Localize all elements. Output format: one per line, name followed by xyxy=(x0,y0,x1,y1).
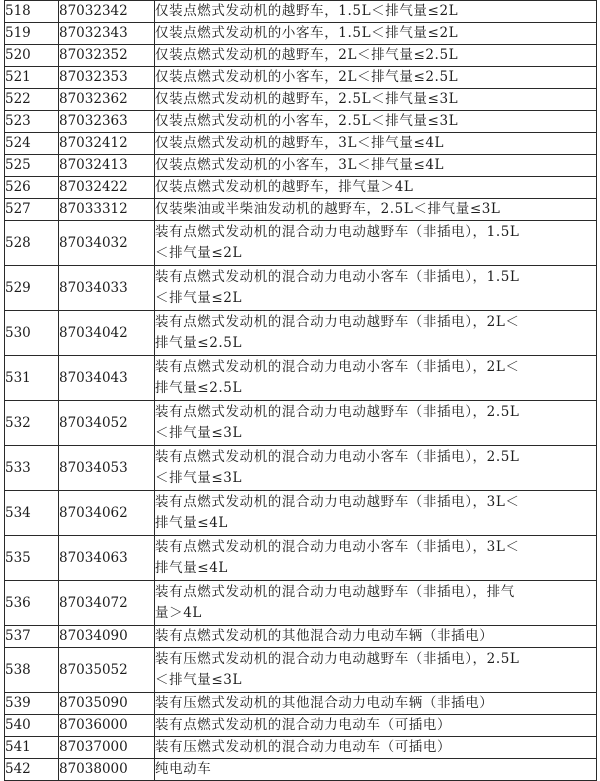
goods-description xyxy=(155,626,597,648)
row-number: 530 xyxy=(5,311,59,356)
description-line: 装有点燃式发动机的混合动力电动小客车（非插电），3L＜ xyxy=(155,539,520,555)
table-row xyxy=(5,311,597,356)
row-number: 539 xyxy=(5,693,59,715)
row-number: 536 xyxy=(5,581,59,626)
tariff-code: 87034032 xyxy=(59,221,155,266)
tariff-code: 87034090 xyxy=(59,626,155,648)
description-line: 装有压燃式发动机的混合动力电动越野车（非插电），2.5L xyxy=(155,651,520,667)
goods-description xyxy=(155,737,597,759)
row-number: 532 xyxy=(5,401,59,446)
row-number: 533 xyxy=(5,446,59,491)
row-number: 531 xyxy=(5,356,59,401)
goods-description xyxy=(155,266,597,311)
table-row xyxy=(5,111,597,133)
tariff-code: 87034033 xyxy=(59,266,155,311)
description-line: 装有点燃式发动机的混合动力电动越野车（非插电），2L＜ xyxy=(155,314,520,330)
table-row xyxy=(5,715,597,737)
goods-description xyxy=(155,199,597,221)
description-line: 装有点燃式发动机的混合动力电动小客车（非插电），1.5L xyxy=(155,269,520,285)
description-line: 仅装点燃式发动机的小客车，2.5L＜排气量≤3L xyxy=(155,113,459,129)
goods-description xyxy=(155,133,597,155)
description-line: 仅装点燃式发动机的越野车，3L＜排气量≤4L xyxy=(155,135,445,151)
table-row xyxy=(5,45,597,67)
description-line: 仅装点燃式发动机的小客车，2L＜排气量≤2.5L xyxy=(155,69,459,85)
goods-description xyxy=(155,356,597,401)
tariff-table-body xyxy=(5,1,597,781)
tariff-code: 87036000 xyxy=(59,715,155,737)
description-line: 量＞4L xyxy=(155,605,202,621)
description-line: 装有点燃式发动机的混合动力电动小客车（非插电），2.5L xyxy=(155,449,520,465)
goods-description xyxy=(155,311,597,356)
description-line: ＜排气量≤3L xyxy=(155,672,243,688)
description-line: 排气量≤4L xyxy=(155,515,228,531)
table-row xyxy=(5,693,597,715)
row-number: 540 xyxy=(5,715,59,737)
tariff-code: 87034042 xyxy=(59,311,155,356)
table-row xyxy=(5,356,597,401)
tariff-code: 87034072 xyxy=(59,581,155,626)
goods-description xyxy=(155,536,597,581)
row-number: 521 xyxy=(5,67,59,89)
tariff-code: 87032353 xyxy=(59,67,155,89)
table-row xyxy=(5,737,597,759)
description-line: 纯电动车 xyxy=(155,761,212,777)
description-line: 装有点燃式发动机的混合动力电动越野车（非插电），排气 xyxy=(155,584,515,600)
tariff-code: 87032363 xyxy=(59,111,155,133)
tariff-code: 87032352 xyxy=(59,45,155,67)
tariff-code: 87037000 xyxy=(59,737,155,759)
description-line: ＜排气量≤2L xyxy=(155,290,243,306)
goods-description xyxy=(155,759,597,781)
table-row xyxy=(5,23,597,45)
description-line: 仅装点燃式发动机的越野车，排气量＞4L xyxy=(155,179,414,195)
goods-description xyxy=(155,648,597,693)
row-number: 538 xyxy=(5,648,59,693)
row-number: 520 xyxy=(5,45,59,67)
table-row xyxy=(5,626,597,648)
goods-description xyxy=(155,693,597,715)
goods-description xyxy=(155,401,597,446)
description-line: 仅装点燃式发动机的越野车，2L＜排气量≤2.5L xyxy=(155,47,459,63)
table-row xyxy=(5,221,597,266)
row-number: 526 xyxy=(5,177,59,199)
tariff-table xyxy=(4,0,597,781)
tariff-code: 87032362 xyxy=(59,89,155,111)
goods-description xyxy=(155,581,597,626)
table-row xyxy=(5,266,597,311)
row-number: 537 xyxy=(5,626,59,648)
goods-description xyxy=(155,155,597,177)
table-row xyxy=(5,133,597,155)
tariff-code: 87032343 xyxy=(59,23,155,45)
tariff-code: 87034063 xyxy=(59,536,155,581)
description-line: 装有压燃式发动机的混合动力电动车（可插电） xyxy=(155,739,452,755)
row-number: 519 xyxy=(5,23,59,45)
table-row xyxy=(5,536,597,581)
description-line: ＜排气量≤3L xyxy=(155,425,243,441)
tariff-code: 87032342 xyxy=(59,1,155,23)
table-row xyxy=(5,89,597,111)
description-line: 装有点燃式发动机的其他混合动力电动车辆（非插电） xyxy=(155,628,494,644)
table-row xyxy=(5,199,597,221)
table-row xyxy=(5,446,597,491)
row-number: 525 xyxy=(5,155,59,177)
tariff-code: 87034043 xyxy=(59,356,155,401)
tariff-code: 87033312 xyxy=(59,199,155,221)
tariff-code: 87034052 xyxy=(59,401,155,446)
tariff-code: 87038000 xyxy=(59,759,155,781)
description-line: 仅装点燃式发动机的小客车，1.5L＜排气量≤2L xyxy=(155,25,459,41)
tariff-code: 87034053 xyxy=(59,446,155,491)
row-number: 528 xyxy=(5,221,59,266)
goods-description xyxy=(155,111,597,133)
tariff-code: 87032412 xyxy=(59,133,155,155)
description-line: 仅装点燃式发动机的越野车，1.5L＜排气量≤2L xyxy=(155,3,459,19)
description-line: 装有点燃式发动机的混合动力电动车（可插电） xyxy=(155,717,452,733)
row-number: 523 xyxy=(5,111,59,133)
table-row xyxy=(5,155,597,177)
description-line: ＜排气量≤2L xyxy=(155,245,243,261)
goods-description xyxy=(155,1,597,23)
tariff-code: 87032422 xyxy=(59,177,155,199)
description-line: 装有点燃式发动机的混合动力电动越野车（非插电），1.5L xyxy=(155,224,520,240)
row-number: 535 xyxy=(5,536,59,581)
description-line: 排气量≤2.5L xyxy=(155,335,243,351)
table-row xyxy=(5,759,597,781)
goods-description xyxy=(155,715,597,737)
description-line: 仅装柴油或半柴油发动机的越野车，2.5L＜排气量≤3L xyxy=(155,201,501,217)
goods-description xyxy=(155,45,597,67)
table-row xyxy=(5,581,597,626)
goods-description xyxy=(155,446,597,491)
row-number: 518 xyxy=(5,1,59,23)
description-line: 仅装点燃式发动机的越野车，2.5L＜排气量≤3L xyxy=(155,91,459,107)
row-number: 534 xyxy=(5,491,59,536)
row-number: 522 xyxy=(5,89,59,111)
table-row xyxy=(5,648,597,693)
description-line: 装有点燃式发动机的混合动力电动越野车（非插电），2.5L xyxy=(155,404,520,420)
row-number: 527 xyxy=(5,199,59,221)
tariff-code: 87034062 xyxy=(59,491,155,536)
description-line: 排气量≤4L xyxy=(155,560,228,576)
row-number: 541 xyxy=(5,737,59,759)
table-row xyxy=(5,491,597,536)
table-row xyxy=(5,177,597,199)
description-line: 排气量≤2.5L xyxy=(155,380,243,396)
goods-description xyxy=(155,177,597,199)
table-row xyxy=(5,1,597,23)
tariff-code: 87032413 xyxy=(59,155,155,177)
table-row xyxy=(5,401,597,446)
goods-description xyxy=(155,23,597,45)
row-number: 529 xyxy=(5,266,59,311)
row-number: 524 xyxy=(5,133,59,155)
description-line: 装有点燃式发动机的混合动力电动小客车（非插电），2L＜ xyxy=(155,359,520,375)
table-row xyxy=(5,67,597,89)
description-line: 装有点燃式发动机的混合动力电动越野车（非插电），3L＜ xyxy=(155,494,520,510)
description-line: 仅装点燃式发动机的小客车，3L＜排气量≤4L xyxy=(155,157,445,173)
goods-description xyxy=(155,89,597,111)
tariff-code: 87035052 xyxy=(59,648,155,693)
description-line: 装有压燃式发动机的其他混合动力电动车辆（非插电） xyxy=(155,695,494,711)
goods-description xyxy=(155,67,597,89)
goods-description xyxy=(155,491,597,536)
row-number: 542 xyxy=(5,759,59,781)
goods-description xyxy=(155,221,597,266)
description-line: ＜排气量≤3L xyxy=(155,470,243,486)
tariff-code: 87035090 xyxy=(59,693,155,715)
